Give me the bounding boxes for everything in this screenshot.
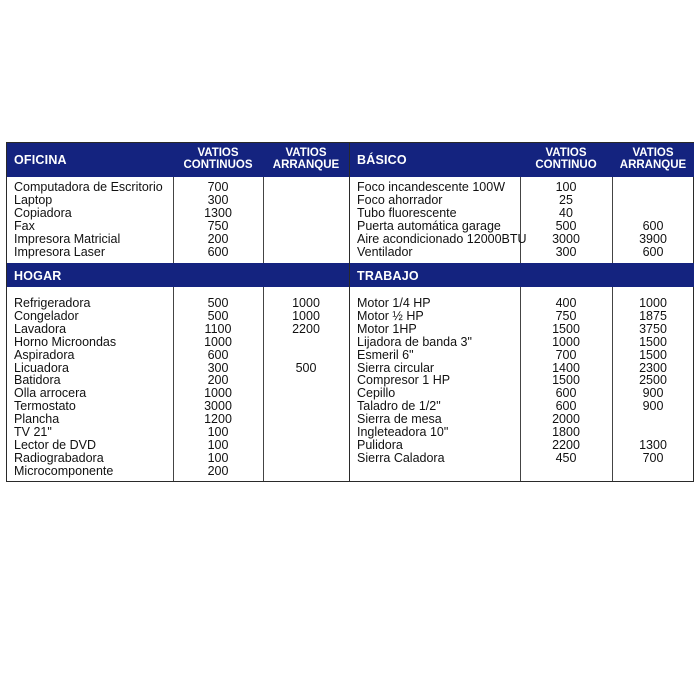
table-row <box>7 336 349 349</box>
table-row <box>7 452 349 465</box>
appliance-name: Congelador <box>14 308 79 323</box>
section-header <box>350 263 694 287</box>
appliance-name: Plancha <box>14 412 60 427</box>
appliance-name: Licuadora <box>14 360 69 375</box>
table-row <box>7 181 349 194</box>
continuous-watts: 400 <box>555 296 577 310</box>
table-row <box>7 439 349 452</box>
section-header <box>350 143 694 177</box>
table-row <box>7 310 349 323</box>
continuous-watts: 1500 <box>552 373 580 388</box>
table-row <box>7 246 349 259</box>
table-row <box>7 413 349 426</box>
section-title: BÁSICO <box>357 153 407 167</box>
starting-watts: 2200 <box>292 321 320 336</box>
appliance-name: Ingleteadora 10" <box>357 425 449 439</box>
continuous-watts: 100 <box>207 425 229 439</box>
table-row <box>350 336 694 349</box>
table-row <box>7 207 349 220</box>
appliance-name: Foco ahorrador <box>357 192 443 207</box>
section-header <box>7 143 349 177</box>
appliance-name: Computadora de Escritorio <box>14 180 163 194</box>
table-row <box>350 220 694 233</box>
appliance-name: Sierra Caladora <box>357 450 445 465</box>
starting-watts: 1500 <box>639 347 667 362</box>
table-row <box>350 349 694 362</box>
continuous-watts: 25 <box>559 192 573 207</box>
continuous-watts: 3000 <box>552 231 580 246</box>
continuous-watts: 200 <box>207 231 229 246</box>
continuous-watts: 1000 <box>204 386 232 401</box>
starting-watts: 2300 <box>639 360 667 375</box>
appliance-name: Fax <box>14 218 35 233</box>
appliance-name: Motor ½ HP <box>357 308 424 323</box>
continuous-watts: 300 <box>207 360 229 375</box>
continuous-watts: 200 <box>207 463 229 478</box>
continuous-watts: 1800 <box>552 425 580 439</box>
section-title: TRABAJO <box>357 269 419 283</box>
continuous-watts: 600 <box>207 244 229 259</box>
continuous-watts: 200 <box>207 373 229 388</box>
appliance-name: Taladro de 1/2" <box>357 399 441 414</box>
starting-watts: 900 <box>642 386 664 401</box>
table-row <box>350 310 694 323</box>
continuous-watts: 600 <box>555 399 577 414</box>
appliance-name: Sierra circular <box>357 360 435 375</box>
appliance-name: Impresora Matricial <box>14 231 121 246</box>
table-row <box>350 233 694 246</box>
table-row <box>7 233 349 246</box>
section-title: OFICINA <box>14 153 67 167</box>
appliance-name: Refrigeradora <box>14 296 91 310</box>
starting-watts: 3900 <box>639 231 667 246</box>
continuous-watts: 1000 <box>204 334 232 349</box>
appliance-name: Laptop <box>14 192 53 207</box>
table-row <box>350 323 694 336</box>
starting-watts: 2500 <box>639 373 667 388</box>
continuous-watts: 500 <box>207 296 229 310</box>
table-row <box>350 439 694 452</box>
appliance-name: Foco incandescente 100W <box>357 180 506 194</box>
appliance-name: Copiadora <box>14 205 72 220</box>
continuous-watts: 1200 <box>204 412 232 427</box>
table-row <box>7 465 349 478</box>
continuous-watts: 300 <box>555 244 577 259</box>
appliance-name: Esmeril 6" <box>357 347 414 362</box>
table-row <box>7 194 349 207</box>
table-row <box>350 452 694 465</box>
starting-watts: 900 <box>642 399 664 414</box>
appliance-name: Ventilador <box>357 244 413 259</box>
appliance-name: Motor 1/4 HP <box>357 296 431 310</box>
starting-watts: 600 <box>642 244 664 259</box>
wattage-table <box>6 142 694 482</box>
appliance-name: Tubo fluorescente <box>357 205 457 220</box>
continuous-watts: 2200 <box>552 437 580 452</box>
starting-watts: 1000 <box>292 308 320 323</box>
table-row <box>350 246 694 259</box>
continuous-watts-header: VATIOS CONTINUOS <box>183 147 253 171</box>
continuous-watts: 500 <box>555 218 577 233</box>
appliance-name: TV 21" <box>14 425 52 439</box>
appliance-name: Puerta automática garage <box>357 218 501 233</box>
table-left-half <box>7 143 349 481</box>
appliance-name: Cepillo <box>357 386 396 401</box>
appliance-name: Batidora <box>14 373 61 388</box>
continuous-watts: 600 <box>207 347 229 362</box>
table-row <box>7 349 349 362</box>
starting-watts: 1500 <box>639 334 667 349</box>
appliance-name: Olla arrocera <box>14 386 87 401</box>
continuous-watts: 500 <box>207 308 229 323</box>
continuous-watts: 750 <box>207 218 229 233</box>
starting-watts: 500 <box>295 360 317 375</box>
appliance-name: Aspiradora <box>14 347 75 362</box>
starting-watts: 1000 <box>639 296 667 310</box>
continuous-watts: 100 <box>207 450 229 465</box>
appliance-name: Termostato <box>14 399 76 414</box>
continuous-watts: 1400 <box>552 360 580 375</box>
starting-watts: 1000 <box>292 296 320 310</box>
continuous-watts: 1300 <box>204 205 232 220</box>
continuous-watts: 700 <box>207 180 229 194</box>
continuous-watts: 600 <box>555 386 577 401</box>
appliance-name: Impresora Laser <box>14 244 106 259</box>
continuous-watts: 450 <box>555 450 577 465</box>
continuous-watts: 3000 <box>204 399 232 414</box>
continuous-watts: 40 <box>559 205 573 220</box>
continuous-watts: 1000 <box>552 334 580 349</box>
appliance-name: Pulidora <box>357 437 403 452</box>
continuous-watts: 100 <box>555 180 577 194</box>
appliance-name: Microcomponente <box>14 463 114 478</box>
appliance-name: Compresor 1 HP <box>357 373 451 388</box>
section-header <box>7 263 349 287</box>
starting-watts: 1300 <box>639 437 667 452</box>
starting-watts-header: VATIOS ARRANQUE <box>619 147 687 171</box>
table-row <box>350 194 694 207</box>
appliance-name: Horno Microondas <box>14 334 117 349</box>
starting-watts-header: VATIOS ARRANQUE <box>272 147 340 171</box>
continuous-watts: 700 <box>555 347 577 362</box>
appliance-name: Lijadora de banda 3" <box>357 334 472 349</box>
continuous-watts: 750 <box>555 308 577 323</box>
continuous-watts: 1100 <box>204 321 232 336</box>
appliance-name: Lector de DVD <box>14 437 96 452</box>
continuous-watts: 300 <box>207 192 229 207</box>
appliance-name: Lavadora <box>14 321 67 336</box>
continuous-watts: 1500 <box>552 321 580 336</box>
starting-watts: 600 <box>642 218 664 233</box>
starting-watts: 700 <box>642 450 664 465</box>
table-row <box>350 207 694 220</box>
appliance-name: Aire acondicionado 12000BTU <box>357 231 527 246</box>
appliance-name: Sierra de mesa <box>357 412 442 427</box>
section-title: HOGAR <box>14 269 62 283</box>
starting-watts: 1875 <box>639 308 667 323</box>
appliance-name: Motor 1HP <box>357 321 417 336</box>
table-row <box>7 323 349 336</box>
continuous-watts: 100 <box>207 437 229 452</box>
continuous-watts-header: VATIOS CONTINUO <box>535 147 597 171</box>
table-right-half <box>349 143 694 481</box>
continuous-watts: 2000 <box>552 412 580 427</box>
starting-watts: 3750 <box>639 321 667 336</box>
table-row <box>7 220 349 233</box>
appliance-name: Radiograbadora <box>14 450 104 465</box>
